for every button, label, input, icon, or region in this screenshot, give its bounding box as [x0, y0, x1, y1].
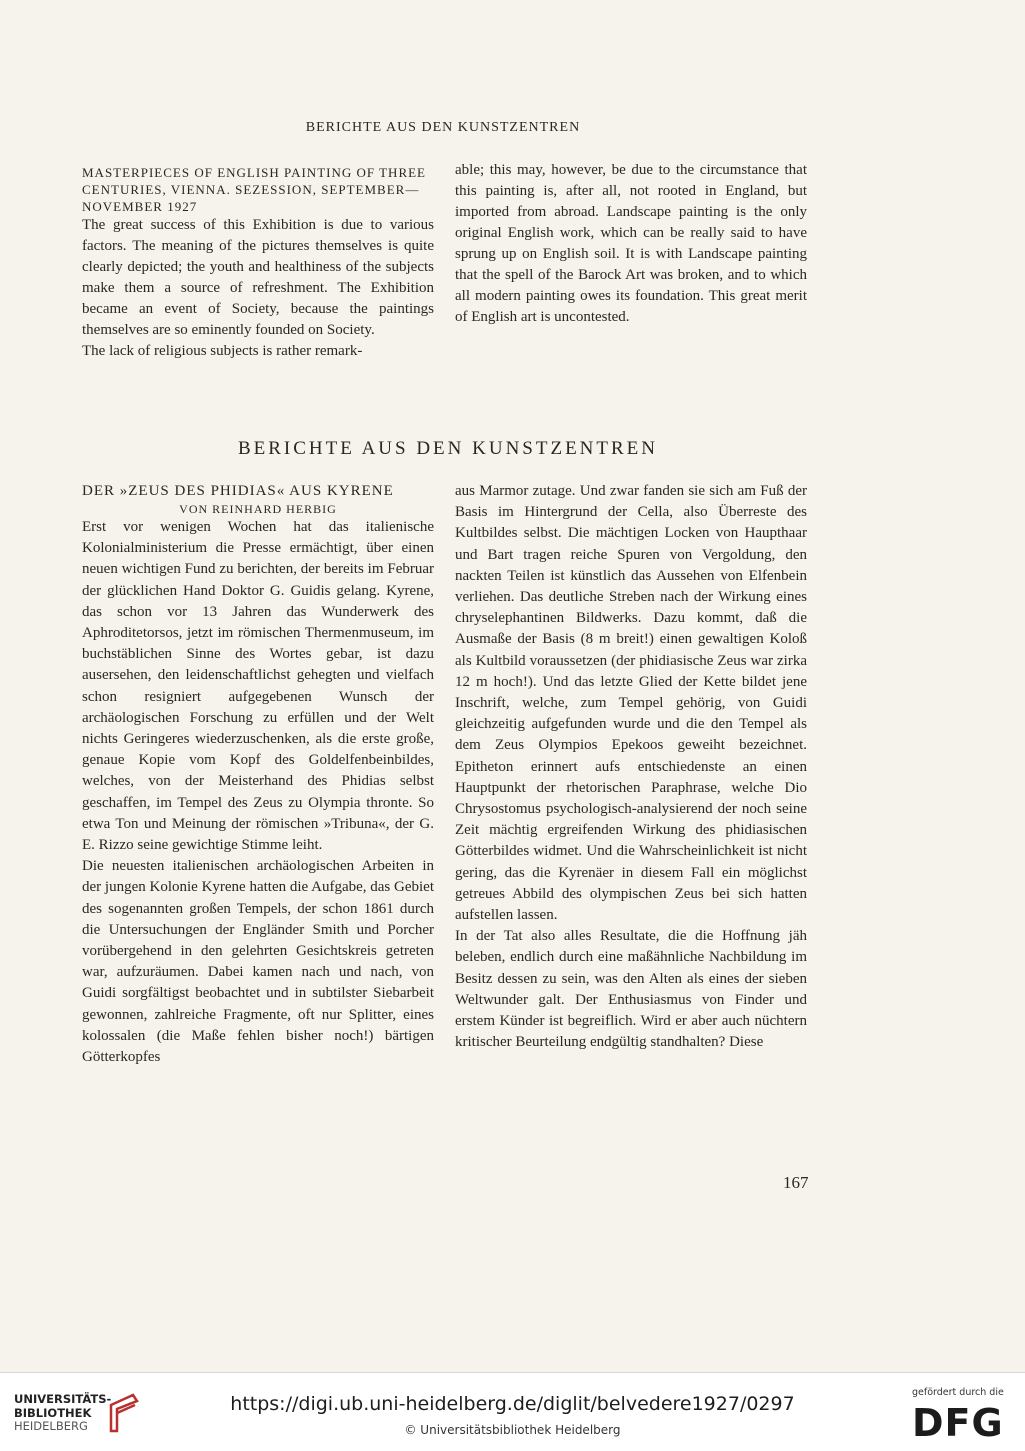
library-name-line: BIBLIOTHEK: [14, 1405, 92, 1420]
permalink-url[interactable]: https://digi.ub.uni-heidelberg.de/diglit/belvedere1927/0297: [230, 1393, 795, 1415]
article2-author: VON REINHARD HERBIG: [179, 502, 337, 516]
article1-column-left: [82, 164, 434, 362]
viewer-footer: [0, 1372, 1025, 1451]
article1-column-right: [455, 160, 807, 328]
article2-column-left: [82, 482, 434, 1068]
paragraph: aus Marmor zutage. Und zwar fanden sie sich am Fuß der Basis im Hintergrund der Cella, also Überreste des Kultbildes selbst. Die mächtigen Locken von Haupthaar und Bart tragen reiche Spuren von Vergoldung, den nackten Teilen ist künstlich das Aussehen von Elfenbein verliehen. Das deutliche Streben nach der Wirkung eines chryselephantinen Bildwerks. Dazu kommt, daß die Ausmaße der Basis (8 m breit!) einen gewaltigen Koloß als Kultbild voraussetzen (der phidiasische Zeus war zirka 12 m hoch!). Und das letzte Glied der Kette bildet jene Inschrift, welche, zum Tempel gehörig, von Guidi gleichzeitig aufgefunden wurde und die den Tempel als dem Zeus Olympios Epekoos geweiht bezeichnet. Epitheton erinnert aufs entschiedenste an einen Hauptpunkt der rhetorischen Paraphrase, welche Dio Chrysostomus psychologisch-analysierend der noch seine Zeit mächtig ergreifenden Wirkung des phidiasischen Götterbildes widmet. Und die Wahrscheinlichkeit ist nicht gering, das die Kyrenäer in diesem Fall ein möglichst getreues Abbild des olympischen Zeus bei sich hatten aufstellen lassen.: [455, 483, 807, 924]
article1-title: MASTERPIECES OF ENGLISH PAINTING OF THREE CENTURIES, VIENNA. SEZESSION, SEPTEMBER—NOVEMBER 1927: [82, 165, 426, 214]
paragraph: Erst vor wenigen Wochen hat das italienische Kolonialministerium die Presse ermächtigt, über einen neuen wichtigen Fund zu berichten, der bereits im Februar der glücklichen Hand Doktor G. Guidis gelang. Kyrene, das schon vor 13 Jahren das Wunderwerk des Aphroditetorsos, jetzt im römischen Thermenmuseum, im buchstäblichen Sinne des Wortes gebar, ist dazu ausersehen, den leidenschaftlichst gehegten und vielfach schon resigniert aufgegebenen Wunsch der archäologischen Forschung zu erfüllen und der Welt nichts Geringeres wiederzuschenken, als die erste große, genaue Kopie vom Kopf des Goldelfenbeinbildes, welches, von der Meisterhand des Phidias selbst geschaffen, im Tempel des Zeus zu Olympia throntе. So etwa Ton und Meinung der römischen »Tribuna«, der G. E. Rizzo seine gewichtige Stimme leiht.: [82, 519, 434, 854]
page-number: 167: [783, 1173, 809, 1192]
library-name-line: HEIDELBERG: [14, 1419, 88, 1433]
article2-column-right: [455, 481, 807, 1053]
article2-title: DER »ZEUS DES PHIDIAS« AUS KYRENE: [82, 483, 394, 499]
funding-label: gefördert durch die: [912, 1387, 1004, 1398]
running-head: BERICHTE AUS DEN KUNSTZENTREN: [305, 120, 581, 135]
library-name-line: UNIVERSITÄTS-: [14, 1392, 112, 1406]
paragraph: The great success of this Exhibition is due to various factors. The meaning of the pictures themselves is quite clearly depicted; the youth and healthiness of the subjects make them a source of refreshment. The Exhibition became an event of Society, because the paintings themselves are so eminently founded on Society.: [82, 217, 434, 338]
paragraph: In der Tat also alles Resultate, die die Hoffnung jäh beleben, endlich durch eine maßähnliche Nachbildung im Besitz dessen zu sein, was den Alten als eines der sieben Weltwunder galt. Der Enthusiasmus von Finder und erstem Künder ist begreiflich. Wird er aber auch nüchtern kritischer Beurteilung endgültig standhalten? Diese: [455, 928, 807, 1051]
copyright-notice: © Universitätsbibliothek Heidelberg: [404, 1423, 621, 1437]
paragraph: Die neuesten italienischen archäologischen Arbeiten in der jungen Kolonie Kyrene hatten die Aufgabe, das Gebiet des sogenannten großen Tempels, der schon 1861 durch die Untersuchungen der Engländer Smith und Porcher vorübergehend in den gelehrten Gesichtskreis getreten war, aufzuräumen. Dabei kamen nach und nach, von Guidi sorgfältigst beobachtet und in subtilster Siebarbeit gewonnen, zahlreiche Fragmente, oft nur Splitter, eines kolossalen (die Maße fehlen bisher noch!) bärtigen Götterkopfes: [82, 858, 434, 1066]
section-heading: BERICHTE AUS DEN KUNSTZENTREN: [237, 438, 659, 459]
dfg-logo: DFG: [912, 1401, 1004, 1445]
paragraph: The lack of religious subjects is rather remark-: [82, 343, 363, 359]
paragraph: able; this may, however, be due to the circumstance that this painting is, after all, not rooted in England, but imported from abroad. Landscape painting is the only original English work, which can be really said to have sprung up on English soil. It is with Landscape painting that the spell of the Barock Art was broken, and to which all modern painting owes its foundation. This great merit of English art is uncontested.: [455, 162, 807, 325]
